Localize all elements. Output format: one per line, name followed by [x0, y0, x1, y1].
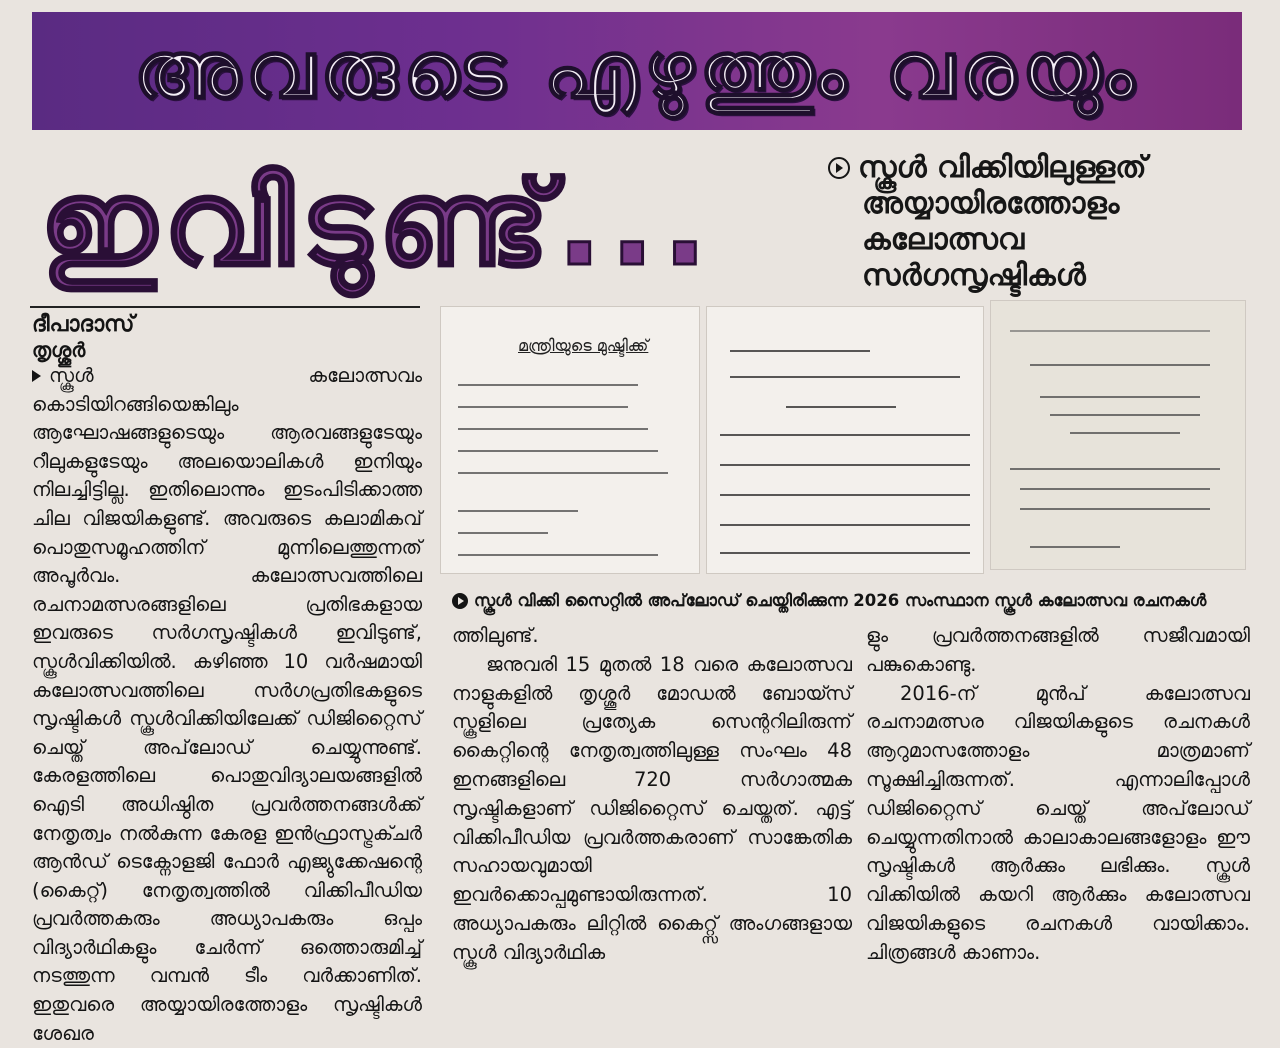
caption-play-icon	[452, 593, 468, 609]
article-column-2	[452, 622, 852, 964]
article-column-1	[32, 362, 422, 1045]
headline-banner	[32, 12, 1242, 130]
photo-arabic-manuscript	[990, 300, 1246, 570]
byline-place: തൃശ്ശൂർ	[32, 338, 86, 362]
photo-handwritten-title: മന്ത്രിയുടെ മുഷ്ടിക്ക്	[518, 336, 649, 355]
lead-triangle-icon	[32, 370, 41, 382]
deck-line: സർഗസൃഷ്ടികൾ	[862, 258, 1086, 293]
byline-rule	[30, 306, 420, 308]
photo-handwritten-page-1	[440, 306, 700, 574]
photo-caption: സ്കൂൾ വിക്കി സൈറ്റിൽ അപ്‌ലോഡ് ചെയ്തിരിക്കുന്ന 2026 സംസ്ഥാന സ്കൂൾ കലോത്സവ രചനകൾ	[452, 590, 1252, 611]
headline-banner-text: അവരുടെ എഴുത്തും വരയും	[133, 25, 1141, 116]
headline-main: ഇവിടുണ്ട്...	[40, 154, 716, 292]
article-paragraph: സ്കൂൾ കലോത്സവം കൊടിയിറങ്ങിയെങ്കിലും ആഘോഷങ്ങളുടെയും ആരവങ്ങളുടേയും റീലുകളുടേയും അലയൊലികൾ ഇനിയും നിലച്ചിട്ടില്ല. ഇതിലൊന്നും ഇടംപിടിക്കാത്ത ചില വിജയികളുണ്ട്. അവരുടെ കലാമികവ് പൊതുസമൂഹത്തിന് മുന്നിലെത്തുന്നത് അപൂർവം. കലോത്സവത്തിലെ രചനാമത്സരങ്ങളിലെ പ്രതിഭകളായ ഇവരുടെ സർഗസൃഷ്ടികൾ ഇവിടുണ്ട്, സ്കൂൾവിക്കിയിൽ. കഴിഞ്ഞ 10 വർഷമായി കലോത്സവത്തിലെ സർഗപ്രതിഭകളുടെ സൃഷ്ടികൾ സ്കൂൾവിക്കിയിലേക്ക് ഡിജിറ്റൈസ് ചെയ്ത് അപ്‌ലോഡ് ചെയ്യുന്നുണ്ട്. കേരളത്തിലെ പൊതുവിദ്യാലയങ്ങളിൽ ഐടി അധിഷ്ഠിത പ്രവർത്തനങ്ങൾക്ക് നേതൃത്വം നൽകുന്ന കേരള ഇൻഫ്രാസ്ട്രക്ചർ ആൻഡ് ടെക്നോളജി ഫോർ എജ്യുക്കേഷന്റെ (കൈറ്റ്) നേതൃത്വത്തിൽ വിക്കിപീഡിയ പ്രവർത്തകരും അധ്യാപകരും ഒപ്പം വിദ്യാർഥികളും ചേർന്ന് ഒത്തൊരുമിച്ച് നടത്തുന്ന വമ്പൻ ടീം വർക്കാണിത്. ഇതുവരെ അയ്യായിരത്തോളം സൃഷ്ടികൾ ശേഖര	[32, 364, 422, 1045]
article-paragraph: ളും പ്രവർത്തനങ്ങളിൽ സജീവമായി പങ്കുകൊണ്ടു.	[866, 624, 1250, 676]
byline-author: ദീപാദാസ്	[32, 312, 135, 337]
deck-line: അയ്യായിരത്തോളം	[862, 186, 1120, 221]
article-paragraph: ജനുവരി 15 മുതൽ 18 വരെ കലോത്സവ നാളുകളിൽ തൃശ്ശൂർ മോഡൽ ബോയ്സ് സ്കൂളിലെ പ്രത്യേക സെന്ററിലിരുന്ന് കൈറ്റിന്റെ നേതൃത്വത്തിലുള്ള സംഘം 48 ഇനങ്ങളിലെ 720 സർഗാത്മക സൃഷ്ടികളാണ് ഡിജിറ്റൈസ് ചെയ്തത്. എട്ട് വിക്കിപീഡിയ പ്രവർത്തകരാണ് സാങ്കേതിക സഹായവുമായി ഇവർക്കൊപ്പമുണ്ടായിരുന്നത്. 10 അധ്യാപകരും ലിറ്റിൽ കൈറ്റ്സ് അംഗങ്ങളായ സ്കൂൾ വിദ്യാർഥിക	[452, 652, 852, 964]
deck-line: സ്കൂൾ വിക്കിയിലുള്ളത്	[828, 150, 1248, 186]
deck-line: കലോത്സവ	[862, 222, 1025, 257]
photo-handwritten-page-2	[706, 306, 984, 574]
article-paragraph: ത്തിലുണ്ട്.	[452, 624, 539, 647]
deck-bullet-icon	[828, 157, 850, 179]
article-column-3	[866, 622, 1250, 964]
article-paragraph: 2016-ന് മുൻപ് കലോത്സവ രചനാമത്സര വിജയികളുടെ രചനകൾ ആറുമാസത്തോളം മാത്രമാണ് സൂക്ഷിച്ചിരുന്നത്. എന്നാലിപ്പോൾ ഡിജിറ്റൈസ് ചെയ്ത് അപ്‌ലോഡ് ചെയ്യുന്നതിനാൽ കാലാകാലങ്ങളോളം ഈ സൃഷ്ടികൾ ആർക്കും ലഭിക്കും. സ്കൂൾ വിക്കിയിൽ കയറി ആർക്കും കലോത്സവ വിജയികളുടെ രചനകൾ വായിക്കാം. ചിത്രങ്ങൾ കാണാം.	[866, 681, 1250, 964]
deck-subheading	[828, 150, 1248, 294]
